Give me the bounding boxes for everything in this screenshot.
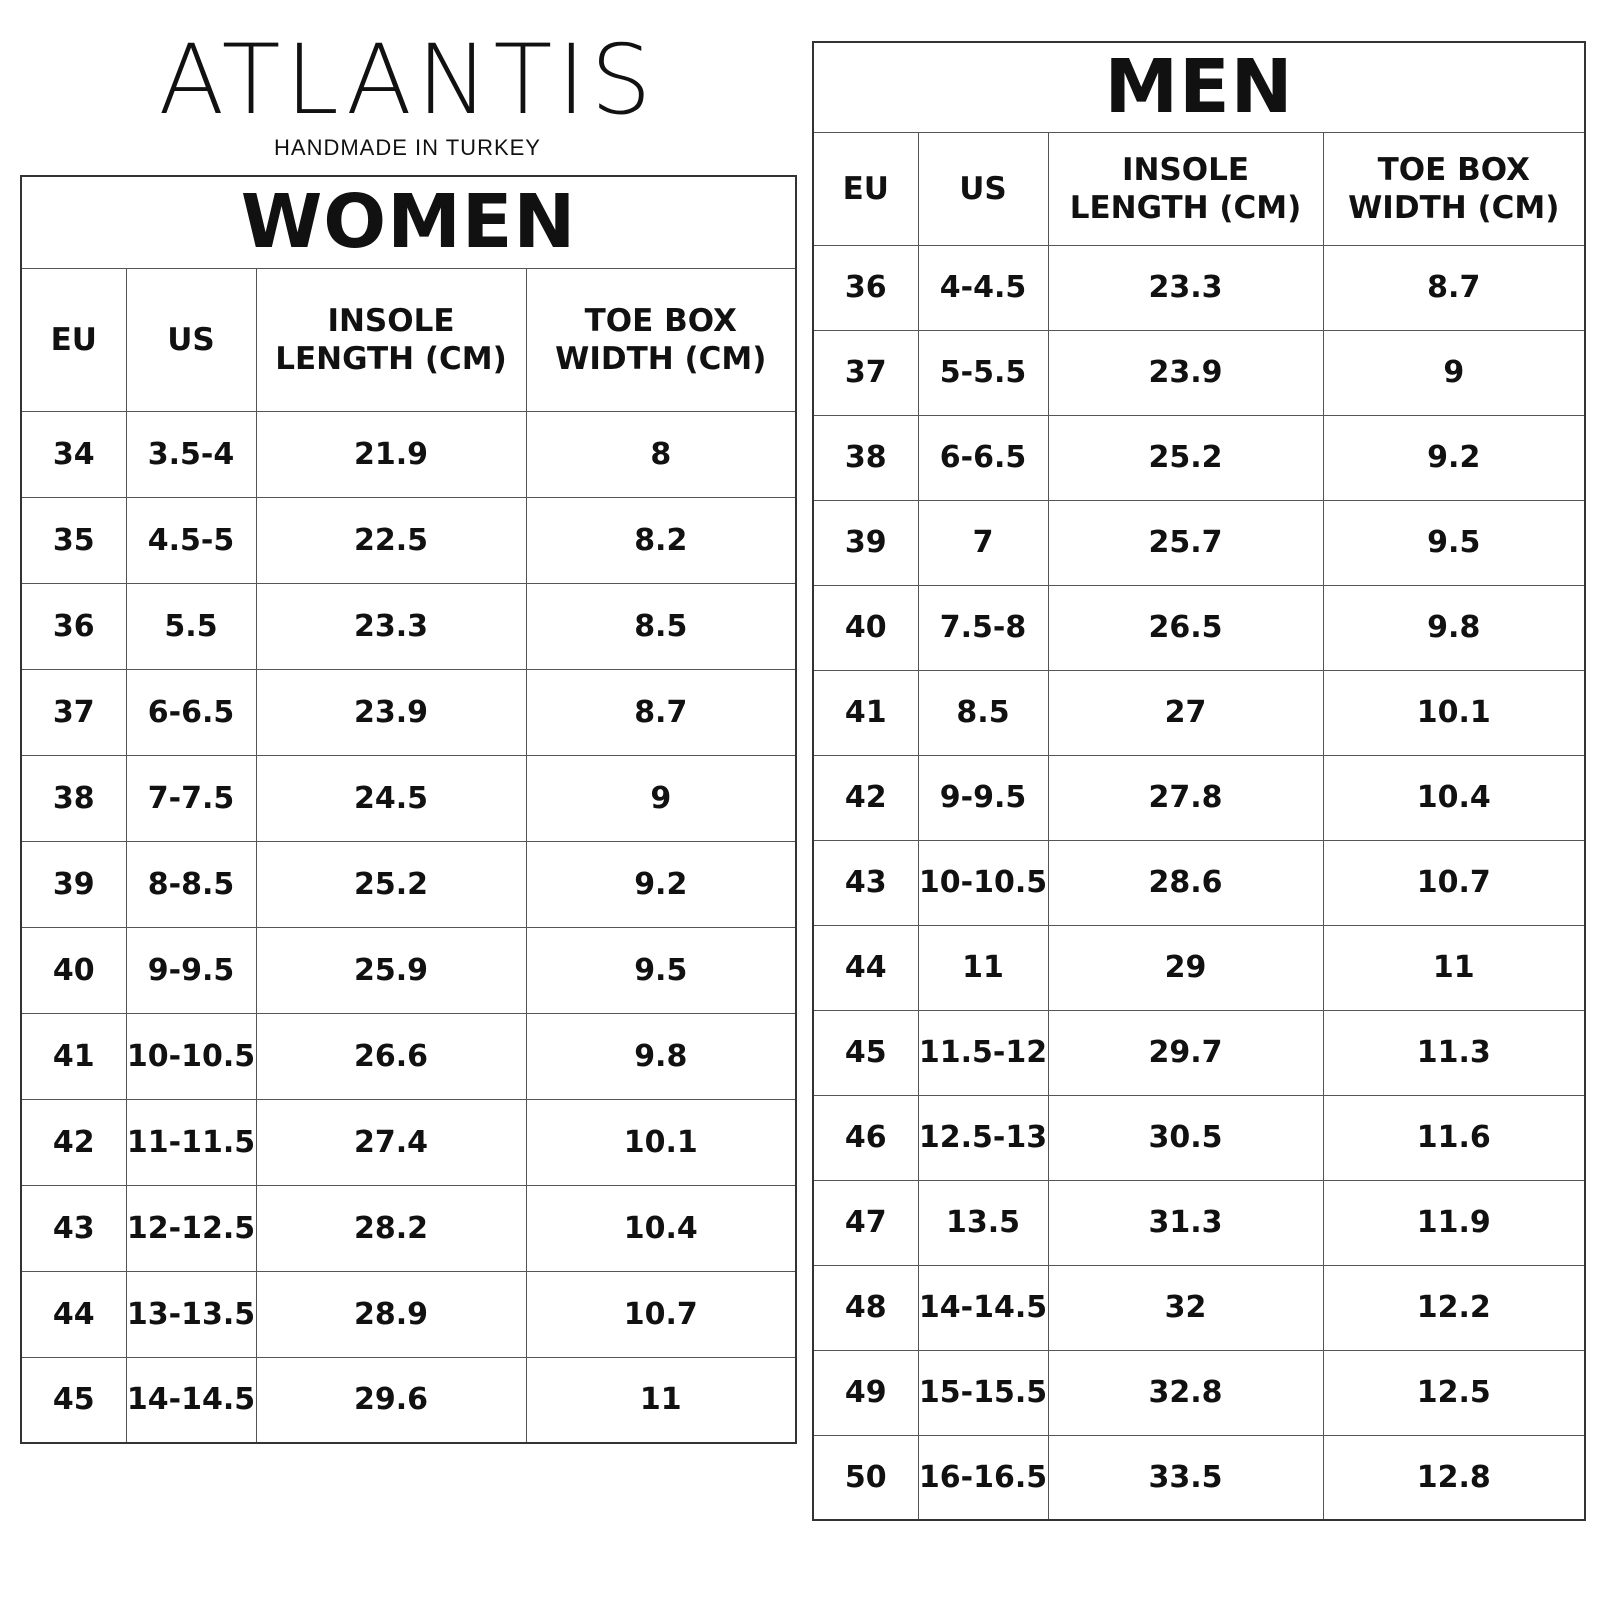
toe-box-width-cell: 8.7 (1323, 245, 1585, 330)
us-size-cell: 5-5.5 (918, 330, 1048, 415)
insole-length-cell: 22.5 (256, 497, 526, 583)
eu-size-cell: 39 (813, 500, 918, 585)
us-size-cell: 10-10.5 (126, 1013, 256, 1099)
men-table-body (813, 245, 1585, 1520)
toe-box-width-cell: 10.7 (1323, 840, 1585, 925)
table-row (21, 755, 796, 841)
us-size-cell: 8.5 (918, 670, 1048, 755)
table-row (21, 669, 796, 755)
eu-size-cell: 46 (813, 1095, 918, 1180)
toe-box-width-cell: 10.1 (1323, 670, 1585, 755)
us-size-cell: 9-9.5 (918, 755, 1048, 840)
men-size-table (812, 41, 1586, 1521)
toe-box-width-cell: 9.8 (1323, 585, 1585, 670)
eu-size-cell: 42 (813, 755, 918, 840)
eu-size-cell: 38 (813, 415, 918, 500)
insole-length-cell: 25.9 (256, 927, 526, 1013)
us-size-cell: 12.5-13 (918, 1095, 1048, 1180)
toe-box-width-cell: 11 (526, 1357, 796, 1443)
eu-size-cell: 36 (813, 245, 918, 330)
insole-length-cell: 27.8 (1048, 755, 1323, 840)
us-size-cell: 16-16.5 (918, 1435, 1048, 1520)
toe-box-width-cell: 12.2 (1323, 1265, 1585, 1350)
table-row (21, 841, 796, 927)
eu-size-cell: 47 (813, 1180, 918, 1265)
table-row (813, 755, 1585, 840)
table-row (21, 927, 796, 1013)
women-size-table (20, 175, 797, 1444)
table-row (21, 1357, 796, 1443)
eu-size-cell: 50 (813, 1435, 918, 1520)
us-size-cell: 12-12.5 (126, 1185, 256, 1271)
toe-box-width-cell: 11.6 (1323, 1095, 1585, 1180)
insole-length-cell: 32 (1048, 1265, 1323, 1350)
toe-box-width-cell: 9 (1323, 330, 1585, 415)
toe-box-width-cell: 8.7 (526, 669, 796, 755)
table-row (21, 411, 796, 497)
men-title: MEN (813, 42, 1585, 132)
table-row (813, 585, 1585, 670)
table-row (813, 245, 1585, 330)
insole-length-cell: 27.4 (256, 1099, 526, 1185)
table-row (813, 1180, 1585, 1265)
toe-box-width-cell: 11.3 (1323, 1010, 1585, 1095)
insole-length-cell: 26.6 (256, 1013, 526, 1099)
eu-size-cell: 37 (813, 330, 918, 415)
insole-length-cell: 25.2 (1048, 415, 1323, 500)
us-size-cell: 11-11.5 (126, 1099, 256, 1185)
toe-box-width-cell: 8.5 (526, 583, 796, 669)
us-size-cell: 4.5-5 (126, 497, 256, 583)
brand-name: ATLANTIS (158, 24, 657, 136)
insole-length-cell: 30.5 (1048, 1095, 1323, 1180)
us-size-cell: 14-14.5 (126, 1357, 256, 1443)
insole-length-cell: 29.6 (256, 1357, 526, 1443)
table-row (813, 670, 1585, 755)
eu-size-cell: 49 (813, 1350, 918, 1435)
eu-size-cell: 44 (813, 925, 918, 1010)
insole-length-cell: 23.9 (256, 669, 526, 755)
table-row (21, 1099, 796, 1185)
us-size-cell: 11.5-12 (918, 1010, 1048, 1095)
eu-size-cell: 44 (21, 1271, 126, 1357)
table-row (21, 497, 796, 583)
toe-box-width-cell: 10.7 (526, 1271, 796, 1357)
eu-size-cell: 40 (813, 585, 918, 670)
toe-box-width-cell: 9.5 (526, 927, 796, 1013)
eu-header: EU (813, 132, 918, 245)
us-size-cell: 6-6.5 (126, 669, 256, 755)
insole-length-cell: 26.5 (1048, 585, 1323, 670)
us-size-cell: 5.5 (126, 583, 256, 669)
table-row (813, 500, 1585, 585)
eu-size-cell: 40 (21, 927, 126, 1013)
toe-box-width-cell: 12.5 (1323, 1350, 1585, 1435)
table-row (813, 840, 1585, 925)
insole-length-cell: 25.7 (1048, 500, 1323, 585)
insole-length-cell: 21.9 (256, 411, 526, 497)
eu-size-cell: 38 (21, 755, 126, 841)
us-size-cell: 6-6.5 (918, 415, 1048, 500)
us-header: US (126, 268, 256, 411)
table-row (813, 1265, 1585, 1350)
toe-box-width-cell: 9.8 (526, 1013, 796, 1099)
insole-length-cell: 28.2 (256, 1185, 526, 1271)
table-row (813, 1435, 1585, 1520)
insole-length-cell: 23.3 (256, 583, 526, 669)
eu-size-cell: 41 (813, 670, 918, 755)
toe-box-width-cell: 9 (526, 755, 796, 841)
table-row (813, 1350, 1585, 1435)
us-size-cell: 13-13.5 (126, 1271, 256, 1357)
us-size-cell: 10-10.5 (918, 840, 1048, 925)
us-size-cell: 7.5-8 (918, 585, 1048, 670)
eu-size-cell: 41 (21, 1013, 126, 1099)
insole-length-cell: 27 (1048, 670, 1323, 755)
women-table-body (21, 411, 796, 1443)
toe-box-width-header: TOE BOX WIDTH (CM) (1323, 132, 1585, 245)
insole-length-cell: 25.2 (256, 841, 526, 927)
us-size-cell: 11 (918, 925, 1048, 1010)
us-size-cell: 3.5-4 (126, 411, 256, 497)
table-row (813, 415, 1585, 500)
table-row (813, 925, 1585, 1010)
eu-header: EU (21, 268, 126, 411)
toe-box-width-cell: 8 (526, 411, 796, 497)
us-size-cell: 7 (918, 500, 1048, 585)
toe-box-width-header: TOE BOX WIDTH (CM) (526, 268, 796, 411)
eu-size-cell: 43 (21, 1185, 126, 1271)
insole-length-cell: 23.9 (1048, 330, 1323, 415)
eu-size-cell: 34 (21, 411, 126, 497)
brand-tagline: HANDMADE IN TURKEY (274, 135, 541, 160)
table-row (813, 330, 1585, 415)
toe-box-width-cell: 11 (1323, 925, 1585, 1010)
us-size-cell: 7-7.5 (126, 755, 256, 841)
table-row (813, 1010, 1585, 1095)
us-size-cell: 13.5 (918, 1180, 1048, 1265)
toe-box-width-cell: 10.4 (526, 1185, 796, 1271)
toe-box-width-cell: 10.1 (526, 1099, 796, 1185)
insole-length-header: INSOLE LENGTH (CM) (1048, 132, 1323, 245)
insole-length-cell: 29.7 (1048, 1010, 1323, 1095)
insole-length-cell: 28.6 (1048, 840, 1323, 925)
toe-box-width-cell: 10.4 (1323, 755, 1585, 840)
insole-length-cell: 28.9 (256, 1271, 526, 1357)
eu-size-cell: 36 (21, 583, 126, 669)
us-header: US (918, 132, 1048, 245)
table-row (813, 1095, 1585, 1180)
eu-size-cell: 39 (21, 841, 126, 927)
insole-length-cell: 33.5 (1048, 1435, 1323, 1520)
insole-length-header: INSOLE LENGTH (CM) (256, 268, 526, 411)
eu-size-cell: 45 (21, 1357, 126, 1443)
eu-size-cell: 35 (21, 497, 126, 583)
us-size-cell: 8-8.5 (126, 841, 256, 927)
table-row (21, 1185, 796, 1271)
insole-length-cell: 32.8 (1048, 1350, 1323, 1435)
insole-length-cell: 31.3 (1048, 1180, 1323, 1265)
insole-length-cell: 29 (1048, 925, 1323, 1010)
insole-length-cell: 24.5 (256, 755, 526, 841)
insole-length-cell: 23.3 (1048, 245, 1323, 330)
us-size-cell: 14-14.5 (918, 1265, 1048, 1350)
us-size-cell: 9-9.5 (126, 927, 256, 1013)
eu-size-cell: 42 (21, 1099, 126, 1185)
us-size-cell: 4-4.5 (918, 245, 1048, 330)
toe-box-width-cell: 12.8 (1323, 1435, 1585, 1520)
women-title: WOMEN (21, 176, 796, 268)
us-size-cell: 15-15.5 (918, 1350, 1048, 1435)
toe-box-width-cell: 11.9 (1323, 1180, 1585, 1265)
toe-box-width-cell: 9.2 (526, 841, 796, 927)
toe-box-width-cell: 8.2 (526, 497, 796, 583)
toe-box-width-cell: 9.5 (1323, 500, 1585, 585)
eu-size-cell: 48 (813, 1265, 918, 1350)
table-row (21, 1013, 796, 1099)
brand-logo (20, 24, 795, 160)
toe-box-width-cell: 9.2 (1323, 415, 1585, 500)
eu-size-cell: 37 (21, 669, 126, 755)
table-row (21, 583, 796, 669)
eu-size-cell: 45 (813, 1010, 918, 1095)
table-row (21, 1271, 796, 1357)
eu-size-cell: 43 (813, 840, 918, 925)
